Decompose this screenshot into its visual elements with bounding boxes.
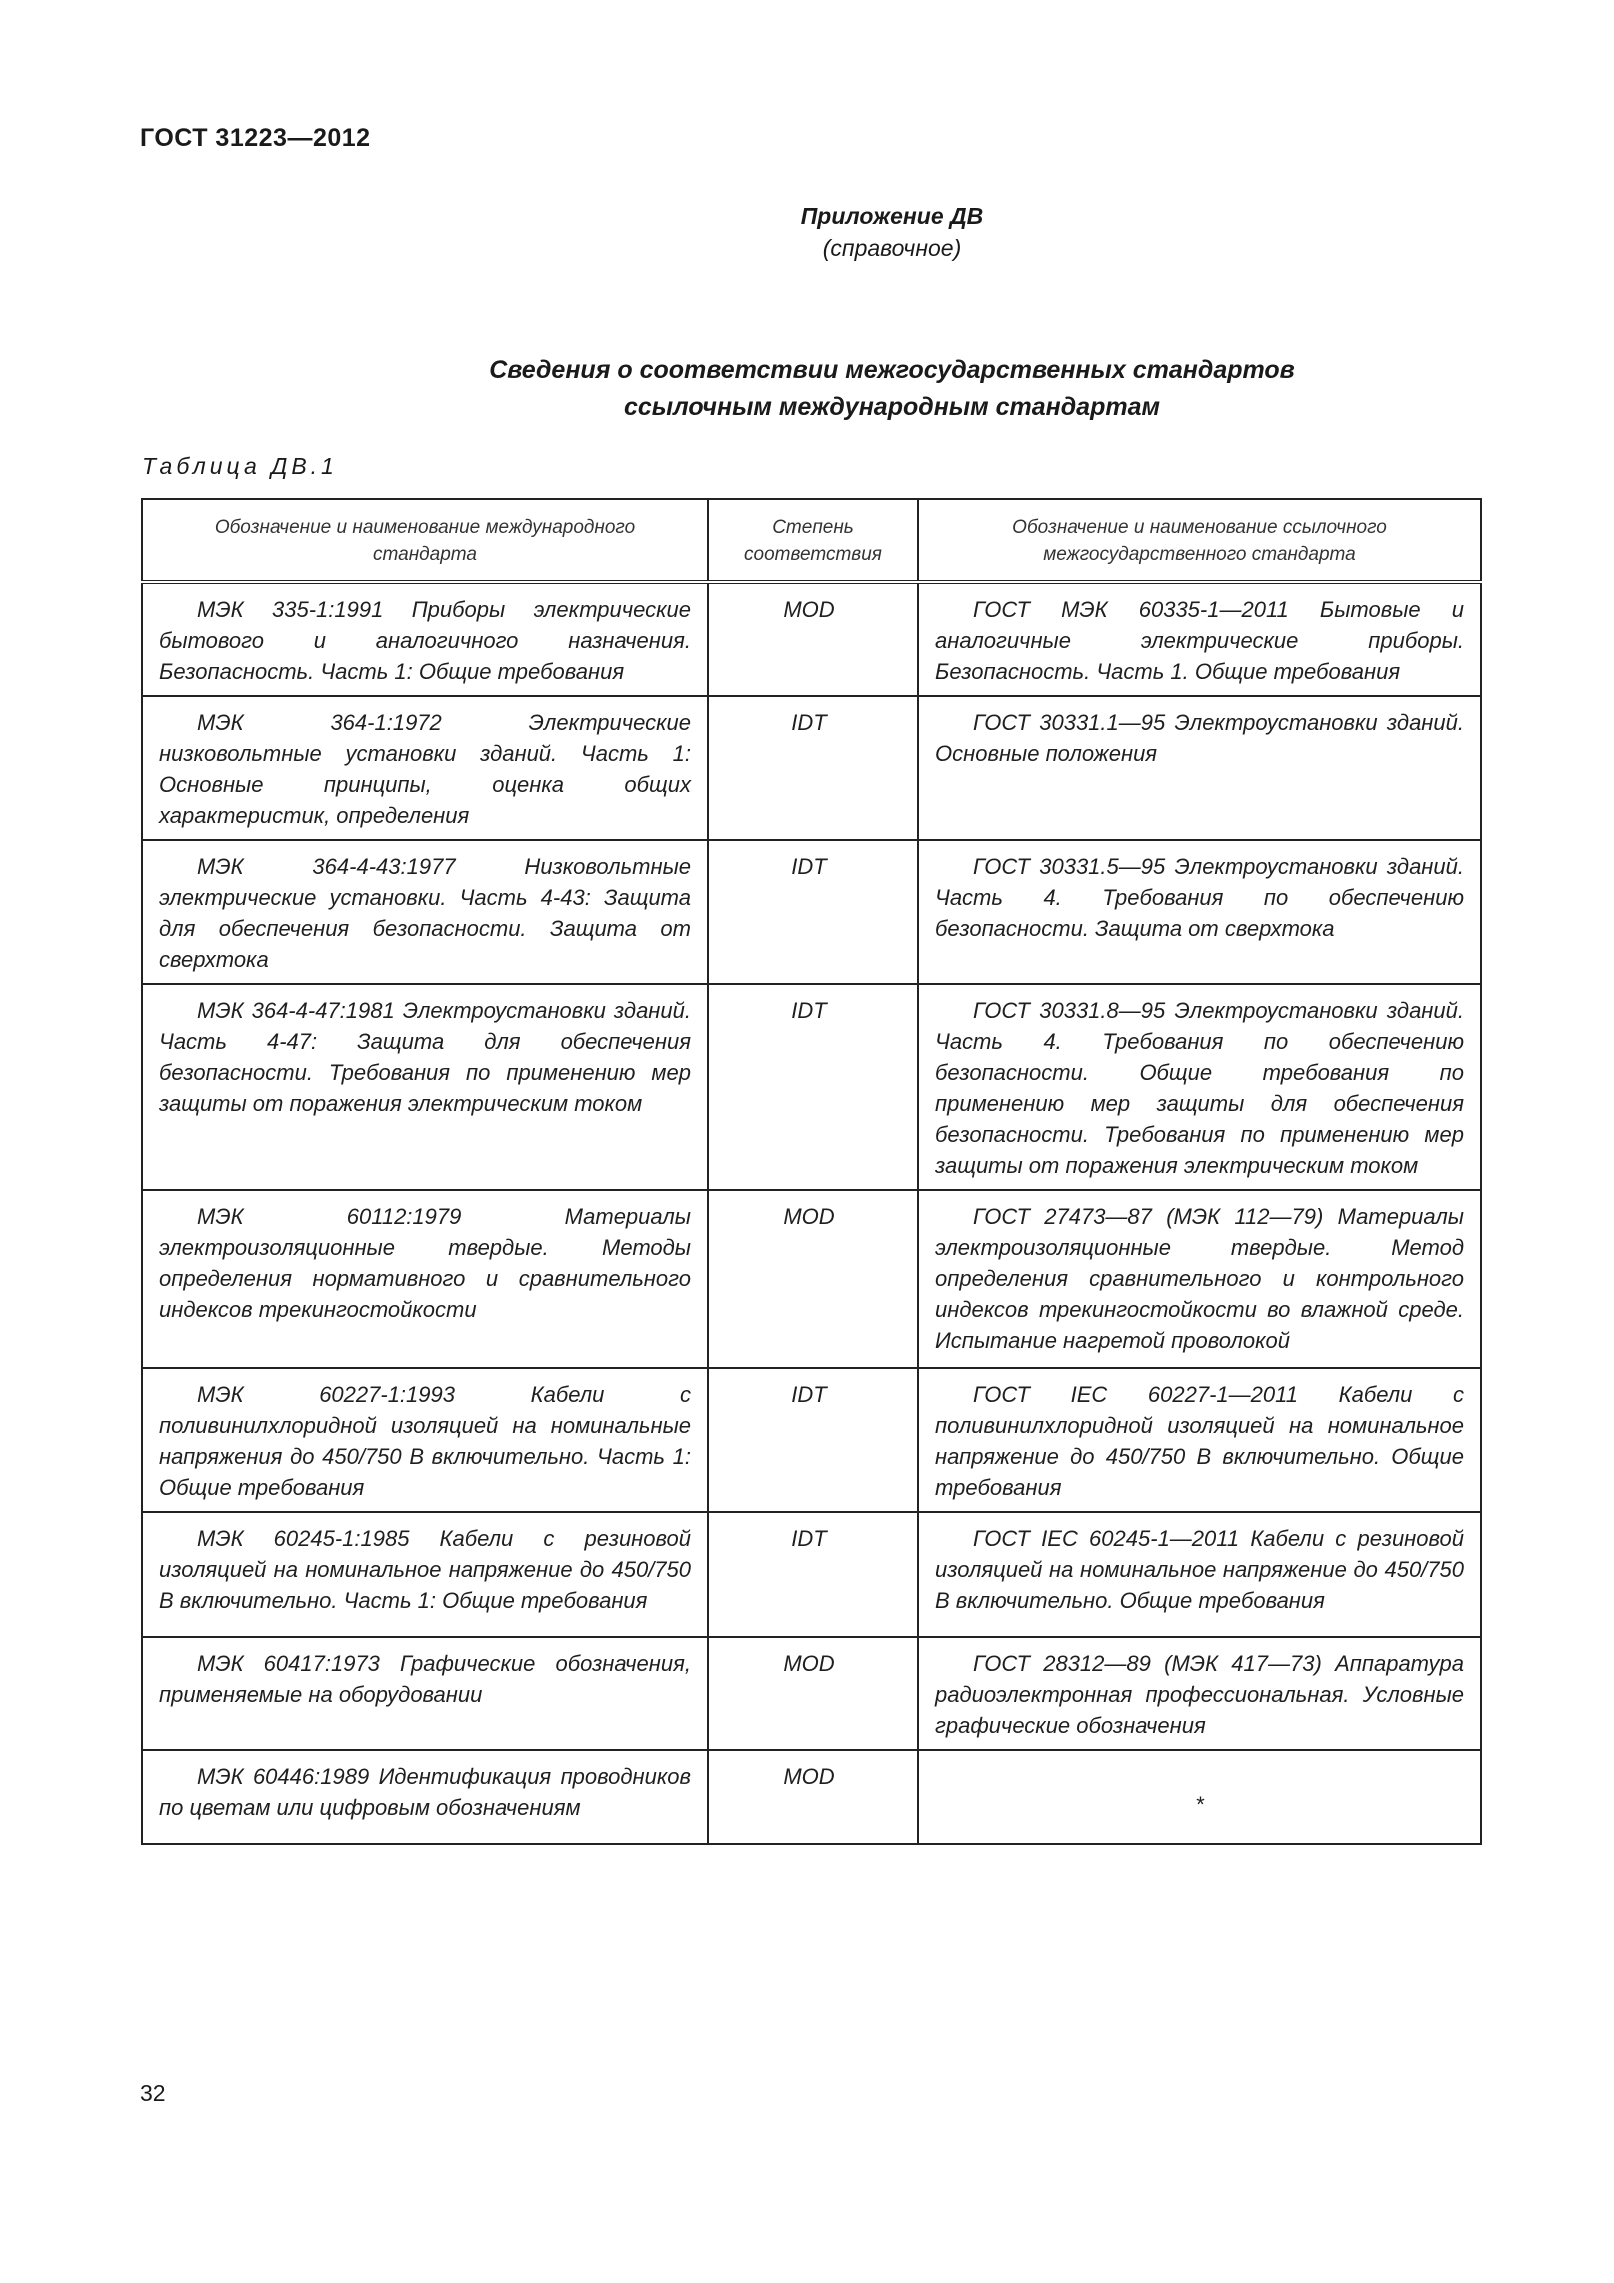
page-number: 32: [140, 2080, 166, 2106]
international-standard-text: МЭК 364-1:1972 Электрические низковольтные установки зданий. Часть 1: Основные принципы, оценка общих характеристик, определения: [159, 710, 691, 828]
interstate-standard-text: ГОСТ 30331.8—95 Электроустановки зданий. Часть 4. Требования по обеспечению безопасности. Общие требования по применению мер защиты для обеспечения безопасности. Требования по применению мер защиты от поражения электрическим током: [935, 998, 1464, 1178]
international-standard-text: МЭК 60245-1:1985 Кабели с резиновой изоляцией на номинальное напряжение до 450/750 В включительно. Часть 1: Общие требования: [159, 1526, 691, 1613]
header-degree: Степень соответствия: [708, 499, 918, 582]
heading-line-2: ссылочным международным стандартам: [624, 393, 1160, 421]
degree-of-conformity-cell: MOD: [708, 1750, 918, 1844]
table-row: [142, 1512, 1481, 1637]
degree-of-conformity-cell: MOD: [708, 1190, 918, 1368]
interstate-standard-text: ГОСТ IEC 60227-1—2011 Кабели с поливинилхлоридной изоляцией на номинальное напряжение до 450/750 В включительно. Общие требования: [935, 1382, 1464, 1500]
degree-of-conformity-cell: IDT: [708, 840, 918, 984]
interstate-standard-text: ГОСТ IEC 60245-1—2011 Кабели с резиновой изоляцией на номинальное напряжение до 450/750 В включительно. Общие требования: [935, 1526, 1464, 1613]
interstate-standard-text: ГОСТ МЭК 60335-1—2011 Бытовые и аналогичные электрические приборы. Безопасность. Часть 1. Общие требования: [935, 597, 1464, 684]
interstate-standard-cell: [918, 582, 1481, 696]
international-standard-text: МЭК 60417:1973 Графические обозначения, применяемые на оборудовании: [159, 1651, 691, 1707]
interstate-standard-cell: [918, 1368, 1481, 1512]
international-standard-text: МЭК 60112:1979 Материалы электроизоляционные твердые. Методы определения нормативного и сравнительного индексов трекингостойкости: [159, 1204, 691, 1322]
document-id: ГОСТ 31223—2012: [140, 124, 371, 152]
international-standard-cell: [142, 1190, 708, 1368]
international-standard-cell: [142, 1637, 708, 1750]
international-standard-text: МЭК 60227-1:1993 Кабели с поливинилхлоридной изоляцией на номинальные напряжения до 450/750 В включительно. Часть 1: Общие требования: [159, 1382, 691, 1500]
table-row: [142, 984, 1481, 1190]
header-international: Обозначение и наименование международного стандарта: [142, 499, 708, 582]
international-standard-cell: [142, 696, 708, 840]
international-standard-text: МЭК 364-4-47:1981 Электроустановки зданий. Часть 4-47: Защита для обеспечения безопасности. Требования по применению мер защиты от поражения электрическим током: [159, 998, 691, 1116]
table-body: [142, 582, 1481, 1844]
table-row: [142, 1190, 1481, 1368]
standards-table: [141, 498, 1482, 1845]
annex-title-block: [0, 200, 1614, 264]
interstate-standard-text: ГОСТ 30331.1—95 Электроустановки зданий. Основные положения: [935, 710, 1464, 766]
table-caption: Таблица ДВ.1: [142, 453, 338, 479]
interstate-standard-cell: *: [918, 1750, 1481, 1844]
international-standard-text: МЭК 60446:1989 Идентификация проводников по цветам или цифровым обозначениям: [159, 1764, 691, 1820]
degree-of-conformity-cell: MOD: [708, 1637, 918, 1750]
table-header-row: [142, 499, 1481, 582]
section-heading: [0, 352, 1614, 426]
table-row: [142, 1368, 1481, 1512]
table-row: [142, 1637, 1481, 1750]
international-standard-cell: [142, 840, 708, 984]
table-row: [142, 840, 1481, 984]
table-row: [142, 696, 1481, 840]
interstate-standard-text: ГОСТ 27473—87 (МЭК 112—79) Материалы электроизоляционные твердые. Метод определения сравнительного и контрольного индексов трекингостойкости во влажной среде. Испытание нагретой проволокой: [935, 1204, 1464, 1353]
interstate-standard-cell: [918, 840, 1481, 984]
annex-title: Приложение ДВ: [800, 203, 984, 229]
degree-of-conformity-cell: IDT: [708, 1512, 918, 1637]
international-standard-cell: [142, 582, 708, 696]
interstate-standard-cell: [918, 1190, 1481, 1368]
international-standard-cell: [142, 1368, 708, 1512]
interstate-standard-text: ГОСТ 28312—89 (МЭК 417—73) Аппаратура радиоэлектронная профессиональная. Условные графические обозначения: [935, 1651, 1464, 1738]
annex-subtitle: (справочное): [822, 235, 962, 261]
international-standard-cell: [142, 984, 708, 1190]
international-standard-cell: [142, 1750, 708, 1844]
heading-line-1: Сведения о соответствии межгосударственных стандартов: [489, 356, 1295, 384]
table-row: [142, 1750, 1481, 1844]
degree-of-conformity-cell: IDT: [708, 696, 918, 840]
header-interstate: Обозначение и наименование ссылочного межгосударственного стандарта: [918, 499, 1481, 582]
international-standard-cell: [142, 1512, 708, 1637]
interstate-standard-cell: [918, 696, 1481, 840]
interstate-standard-cell: [918, 1512, 1481, 1637]
interstate-standard-cell: [918, 984, 1481, 1190]
international-standard-text: МЭК 364-4-43:1977 Низковольтные электрические установки. Часть 4-43: Защита для обеспечения безопасности. Защита от сверхтока: [159, 854, 691, 972]
interstate-standard-cell: [918, 1637, 1481, 1750]
international-standard-text: МЭК 335-1:1991 Приборы электрические бытового и аналогичного назначения. Безопасность. Часть 1: Общие требования: [159, 597, 691, 684]
table-row: [142, 582, 1481, 696]
degree-of-conformity-cell: IDT: [708, 1368, 918, 1512]
degree-of-conformity-cell: MOD: [708, 582, 918, 696]
degree-of-conformity-cell: IDT: [708, 984, 918, 1190]
interstate-standard-text: ГОСТ 30331.5—95 Электроустановки зданий. Часть 4. Требования по обеспечению безопасности. Защита от сверхтока: [935, 854, 1464, 941]
